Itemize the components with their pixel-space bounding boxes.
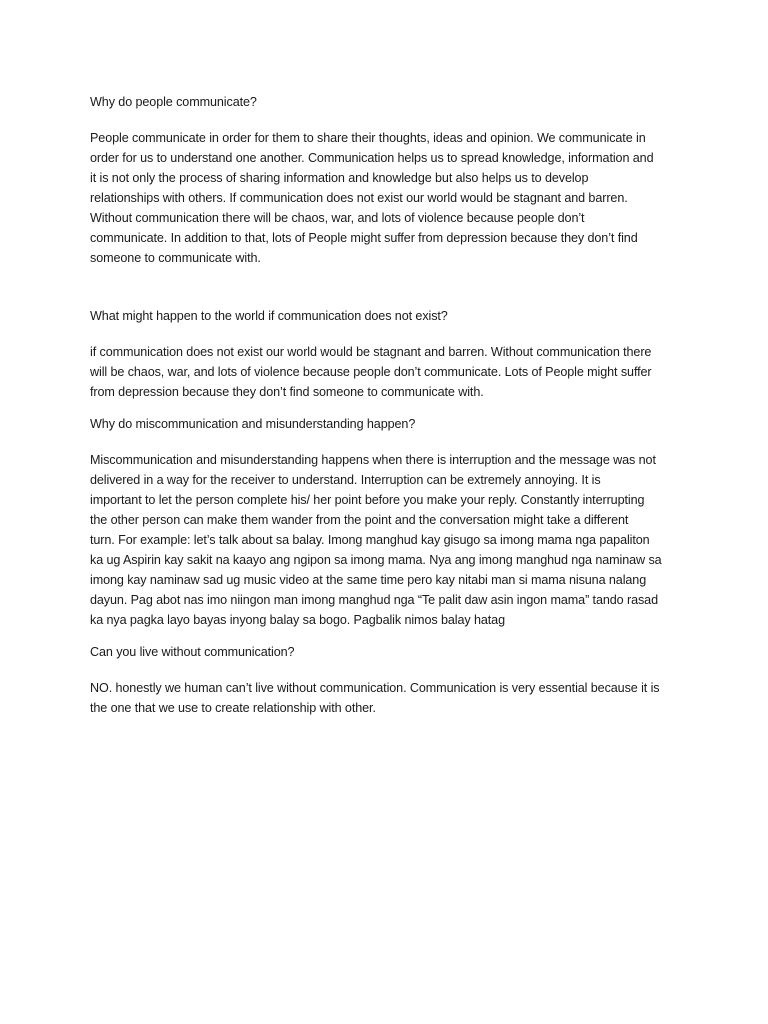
question-heading: What might happen to the world if communication does not exist? (90, 309, 448, 323)
paragraph-line: Miscommunication and misunderstanding happens when there is interruption and the message was not (90, 453, 656, 467)
question-heading: Why do people communicate? (90, 95, 257, 109)
paragraph-line: turn. For example: let’s talk about sa balay. Imong manghud kay gisugo sa imong mama nga papaliton (90, 533, 650, 547)
paragraph-line: if communication does not exist our world would be stagnant and barren. Without communication there (90, 345, 652, 359)
paragraph-line: NO. honestly we human can’t live without communication. Communication is very essential because it is (90, 681, 660, 695)
paragraph-line: relationships with others. If communication does not exist our world would be stagnant and barren. (90, 191, 628, 205)
answer-paragraph (90, 678, 680, 718)
paragraph-line: the one that we use to create relationship with other. (90, 701, 376, 715)
paragraph-line: Without communication there will be chaos, war, and lots of violence because people don’t (90, 211, 585, 225)
paragraph-line: the other person can make them wander from the point and the conversation might take a different (90, 513, 629, 527)
paragraph-line: communicate. In addition to that, lots of People might suffer from depression because they don’t find (90, 231, 638, 245)
paragraph-line: imong kay naminaw sad ug music video at the same time pero kay nitabi man si mama nisuna nalang (90, 573, 647, 587)
answer-paragraph (90, 342, 680, 402)
paragraph-line: People communicate in order for them to share their thoughts, ideas and opinion. We communicate in (90, 131, 646, 145)
paragraph-line: delivered in a way for the receiver to understand. Interruption can be extremely annoying. It is (90, 473, 601, 487)
paragraph-line: from depression because they don’t find someone to communicate with. (90, 385, 484, 399)
paragraph-line: someone to communicate with. (90, 251, 261, 265)
document-body (90, 92, 680, 718)
paragraph-line: ka nya pagka layo bayas inyong balay sa bogo. Pagbalik nimos balay hatag (90, 613, 505, 627)
answer-paragraph (90, 450, 680, 630)
paragraph-line: important to let the person complete his/ her point before you make your reply. Constantly interrupting (90, 493, 645, 507)
paragraph-line: it is not only the process of sharing information and knowledge but also helps us to develop (90, 171, 589, 185)
paragraph-line: ka ug Aspirin kay sakit na kaayo ang ngipon sa imong mama. Nya ang imong manghud nga naminaw sa (90, 553, 662, 567)
paragraph-line: will be chaos, war, and lots of violence because people don’t communicate. Lots of People might suffer (90, 365, 652, 379)
paragraph-line: dayun. Pag abot nas imo niingon man imong manghud nga “Te palit daw asin ingon mama” tando rasad (90, 593, 658, 607)
answer-paragraph (90, 128, 680, 268)
question-heading: Can you live without communication? (90, 645, 295, 659)
paragraph-line: order for us to understand one another. Communication helps us to spread knowledge, information and (90, 151, 654, 165)
question-heading: Why do miscommunication and misunderstanding happen? (90, 417, 416, 431)
